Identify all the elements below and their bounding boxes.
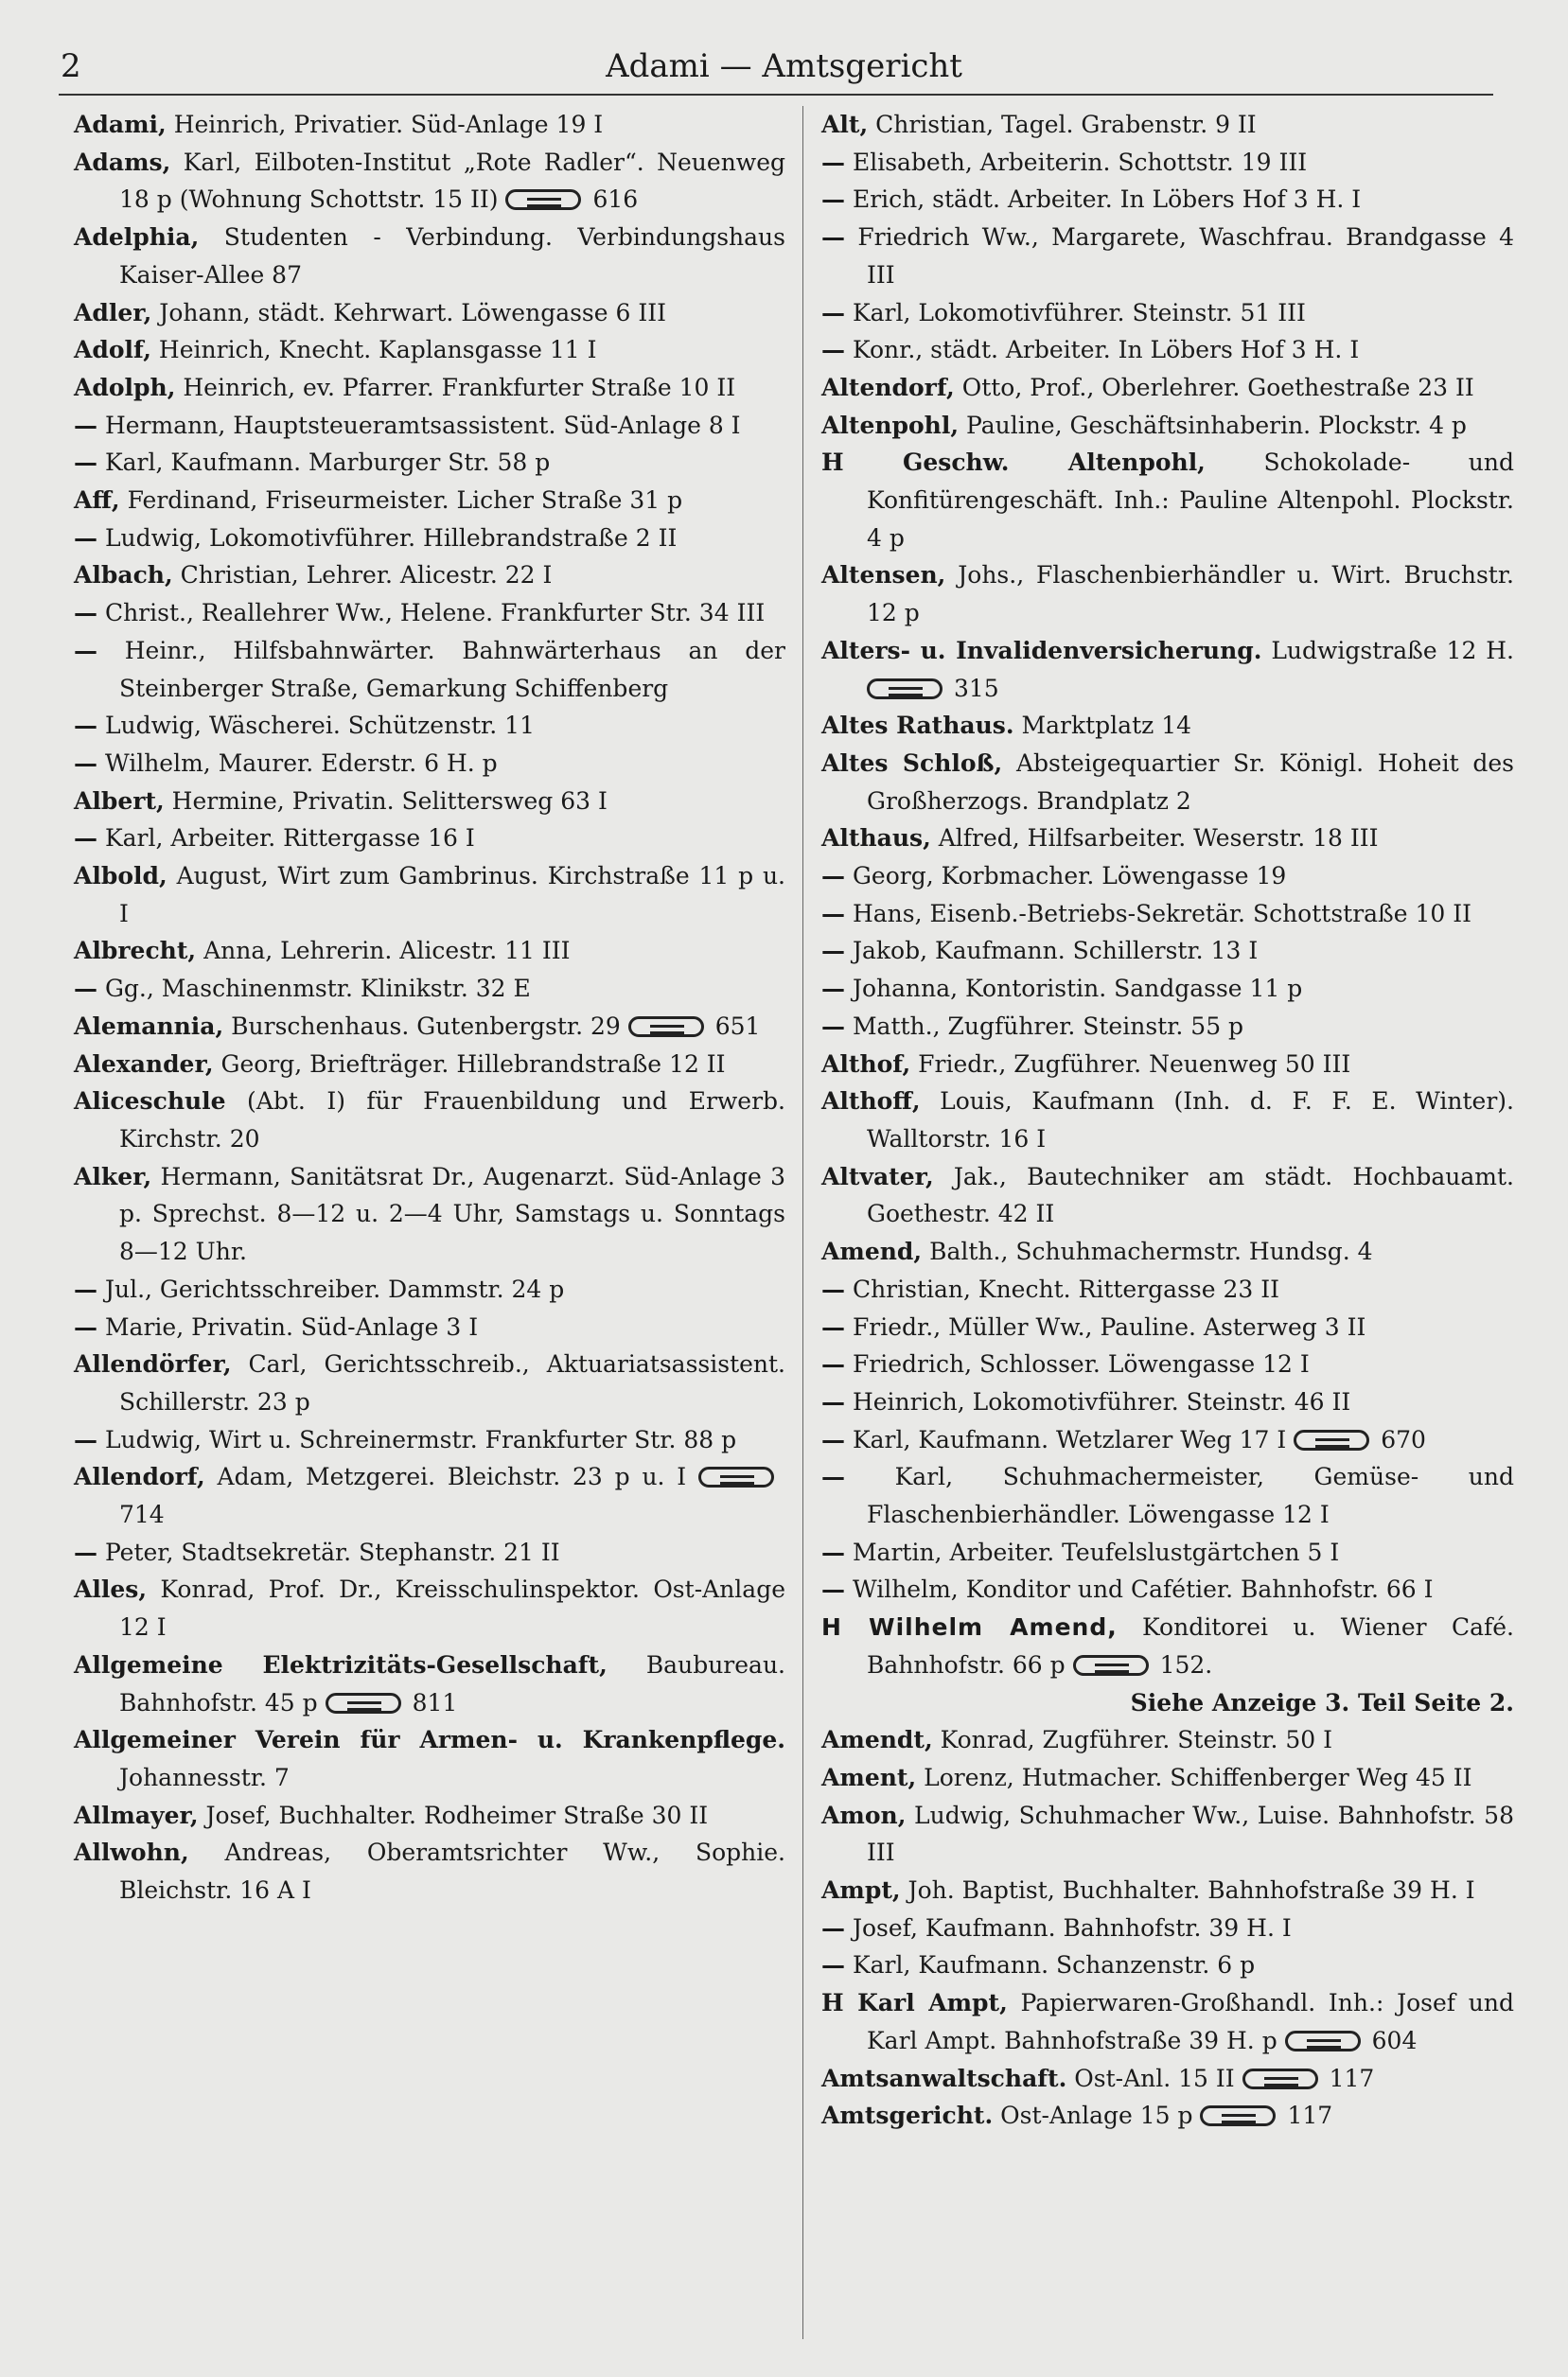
entry-text: Friedr., Müller Ww., Pauline. Asterweg 3 II <box>852 1312 1366 1341</box>
entry-text: Karl, Kaufmann. Marburger Str. 58 p <box>104 449 551 477</box>
entry-name: Albrecht, <box>74 937 197 965</box>
entry-name: — <box>74 523 97 552</box>
entry-name: — <box>821 1275 845 1303</box>
entry-text: Karl, Schuhmachermeister, Gemüse- und Flaschenbierhändler. Löwengasse 12 I <box>867 1463 1515 1529</box>
entry-name: Althof, <box>821 1049 911 1078</box>
entry-name: — <box>74 712 97 740</box>
entry-name: Allendorf, <box>74 1463 205 1491</box>
entry-text: Heinrich, Privatier. Süd-Anlage 19 I <box>173 111 604 138</box>
directory-entry <box>74 1571 785 1646</box>
entry-name: — <box>821 1012 845 1040</box>
entry-text: Erich, städt. Arbeiter. In Löbers Hof 3 H. I <box>852 185 1362 214</box>
entry-text: Hermine, Privatin. Selittersweg 63 I <box>171 786 608 815</box>
directory-entry <box>74 1083 785 1157</box>
entry-name: Altes Rathaus. <box>821 712 1014 740</box>
directory-entry <box>821 556 1514 631</box>
directory-entry <box>821 1534 1514 1572</box>
directory-entry <box>74 556 785 594</box>
entry-text: Josef, Buchhalter. Rodheimer Straße 30 II <box>205 1801 709 1829</box>
entry-text: Jul., Gerichtsschreiber. Dammstr. 24 p <box>104 1275 565 1303</box>
phone-number: 117 <box>1329 2064 1375 2092</box>
directory-entry <box>821 369 1514 407</box>
entry-text: Friedr., Zugführer. Neuenweg 50 III <box>918 1049 1351 1078</box>
directory-entry <box>74 1834 785 1909</box>
directory-entry <box>821 1421 1514 1459</box>
entry-name: — <box>74 449 97 477</box>
entry-text: Karl, Eilboten-Institut „Rote Radler“. Neuenweg 18 p (Wohnung Schottstr. 15 II) <box>119 148 785 214</box>
entry-text: Christian, Lehrer. Alicestr. 22 I <box>180 561 553 590</box>
entry-name: — <box>821 185 845 214</box>
telephone-icon <box>1285 2031 1361 2051</box>
entry-name: Adler, <box>74 298 152 326</box>
entry-text: Louis, Kaufmann (Inh. d. F. F. E. Winter). Walltorstr. 16 I <box>867 1087 1514 1153</box>
directory-entry <box>74 1534 785 1572</box>
entry-name: — <box>821 1913 845 1942</box>
entry-text: Konrad, Prof. Dr., Kreisschulinspektor. Ost-Anlage 12 I <box>119 1576 785 1642</box>
entry-text: Papierwaren-Großhandl. Inh.: Josef und Karl Ampt. Bahnhofstraße 39 H. p <box>867 1989 1514 2054</box>
directory-entry <box>74 857 785 932</box>
entry-text: Georg, Korbmacher. Löwengasse 19 <box>852 862 1287 890</box>
entry-name: — <box>821 1312 845 1341</box>
entry-name: Aliceschule <box>74 1087 226 1116</box>
entry-text: Konr., städt. Arbeiter. In Löbers Hof 3 H. I <box>852 336 1360 364</box>
directory-entry <box>821 1797 1514 1872</box>
entry-name: Alters- u. Invalidenversicherung. <box>821 636 1262 664</box>
entry-name: Allwohn, <box>74 1839 189 1867</box>
entry-name: — <box>821 1387 845 1416</box>
directory-entry <box>821 407 1514 445</box>
entry-name: Altes Schloß, <box>821 748 1003 777</box>
directory-entry <box>74 1797 785 1835</box>
entry-text: Ludwig, Wäscherei. Schützenstr. 11 <box>104 712 535 740</box>
entry-name: Alemannia, <box>74 1012 224 1040</box>
entry-name: — <box>821 1951 845 1980</box>
directory-entry <box>74 594 785 632</box>
directory-entry <box>821 1271 1514 1309</box>
directory-entry <box>821 1759 1514 1797</box>
entry-name: H Wilhelm Amend, <box>821 1613 1118 1642</box>
directory-entry <box>74 407 785 445</box>
entry-name: Alles, <box>74 1576 148 1604</box>
directory-entry <box>74 932 785 970</box>
entry-text: Johannesstr. 7 <box>119 1763 290 1791</box>
telephone-icon <box>1073 1655 1149 1676</box>
entry-name: Altensen, <box>821 561 946 590</box>
entry-text: Ludwig, Wirt u. Schreinermstr. Frankfurter Str. 88 p <box>104 1425 737 1453</box>
entry-name: Albach, <box>74 561 173 590</box>
entry-text: Karl, Kaufmann. Wetzlarer Weg 17 I <box>852 1425 1287 1453</box>
entry-text: Joh. Baptist, Buchhalter. Bahnhofstraße 39 H. I <box>907 1876 1475 1905</box>
entry-text: Studenten - Verbindung. Verbindungshaus Kaiser-Allee 87 <box>119 223 785 289</box>
entry-text: Adam, Metzgerei. Bleichstr. 23 p u. I <box>217 1463 687 1491</box>
directory-entry <box>821 444 1514 556</box>
phone-number: 117 <box>1287 2102 1333 2130</box>
entry-name: Altenpohl, <box>821 411 960 439</box>
directory-entry <box>74 745 785 783</box>
entry-name: Amendt, <box>821 1726 933 1754</box>
column-divider <box>802 106 803 2339</box>
entry-text: Absteigequartier Sr. Königl. Hoheit des Großherzogs. Brandplatz 2 <box>867 748 1515 815</box>
telephone-icon <box>1294 1430 1369 1451</box>
entry-text: Ludwigstraße 12 H. <box>1271 636 1514 664</box>
entry-name: H Geschw. Altenpohl, <box>821 449 1206 477</box>
entry-name: Allmayer, <box>74 1801 199 1829</box>
entry-text: Martin, Arbeiter. Teufelslustgärtchen 5 I <box>852 1538 1340 1566</box>
directory-entry <box>821 219 1514 293</box>
entry-name: — <box>821 937 845 965</box>
directory-entry <box>821 1571 1514 1609</box>
entry-text: Heinrich, Lokomotivführer. Steinstr. 46 II <box>852 1387 1351 1416</box>
telephone-icon <box>1200 2105 1276 2126</box>
directory-entry <box>74 1008 785 1046</box>
directory-entry <box>821 707 1514 745</box>
directory-entry <box>74 1458 785 1533</box>
entry-name: Adolf, <box>74 336 151 364</box>
directory-entry <box>74 482 785 519</box>
entry-name: — <box>821 899 845 927</box>
directory-entry <box>74 707 785 745</box>
entry-text: Karl, Arbeiter. Rittergasse 16 I <box>104 824 475 853</box>
entry-name: — <box>74 411 97 439</box>
entry-text: Ost-Anl. 15 II <box>1074 2064 1235 2092</box>
entry-name: Alexander, <box>74 1049 214 1078</box>
phone-number: 811 <box>412 1688 458 1717</box>
directory-entry <box>821 181 1514 219</box>
entry-text: Pauline, Geschäftsinhaberin. Plockstr. 4 p <box>966 411 1467 439</box>
directory-entry <box>74 1646 785 1721</box>
entry-name: Amtsanwaltschaft. <box>821 2064 1067 2092</box>
entry-text: Johanna, Kontoristin. Sandgasse 11 p <box>852 975 1303 1003</box>
telephone-icon <box>867 678 943 699</box>
left-column <box>74 106 785 1910</box>
directory-entry <box>821 331 1514 369</box>
entry-text: Jak., Bautechniker am städt. Hochbauamt. Goethestr. 42 II <box>867 1162 1514 1228</box>
entry-text: Schokolade- und Konfitürengeschäft. Inh.: Pauline Altenpohl. Plockstr. 4 p <box>867 449 1514 552</box>
directory-entry <box>74 294 785 332</box>
directory-entry <box>74 519 785 557</box>
entry-name: Adami, <box>74 111 167 138</box>
entry-text: Karl, Lokomotivführer. Steinstr. 51 III <box>852 298 1306 326</box>
entry-name: Adams, <box>74 148 171 176</box>
directory-entry <box>821 895 1514 933</box>
entry-name: — <box>74 1312 97 1341</box>
entry-name: — <box>74 636 97 664</box>
entry-text: Karl, Kaufmann. Schanzenstr. 6 p <box>852 1951 1256 1980</box>
entry-name: H Karl Ampt, <box>821 1989 1008 2017</box>
directory-entry <box>821 632 1514 707</box>
entry-name: Althaus, <box>821 824 931 853</box>
entry-text: Marie, Privatin. Süd-Anlage 3 I <box>104 1312 479 1341</box>
entry-text: Matth., Zugführer. Steinstr. 55 p <box>852 1012 1244 1040</box>
directory-entry <box>821 932 1514 970</box>
phone-number: 604 <box>1371 2026 1418 2054</box>
entry-text: Wilhelm, Konditor und Cafétier. Bahnhofstr. 66 I <box>852 1576 1434 1604</box>
entry-text: Hans, Eisenb.-Betriebs-Sekretär. Schottstraße 10 II <box>852 899 1472 927</box>
entry-name: Altvater, <box>821 1162 934 1190</box>
entry-text: Balth., Schuhmachermstr. Hundsg. 4 <box>929 1238 1373 1266</box>
entry-text: Otto, Prof., Oberlehrer. Goethestraße 23 II <box>961 373 1474 401</box>
directory-entry <box>821 1309 1514 1347</box>
directory-entry <box>74 444 785 482</box>
entry-name: — <box>821 862 845 890</box>
entry-name: — <box>821 148 845 176</box>
directory-entry <box>821 1233 1514 1271</box>
directory-entry <box>821 1083 1514 1157</box>
entry-text: Burschenhaus. Gutenbergstr. 29 <box>231 1012 621 1040</box>
entry-name: Aff, <box>74 486 120 515</box>
entry-name: Adolph, <box>74 373 176 401</box>
entry-text: Peter, Stadtsekretär. Stephanstr. 21 II <box>104 1538 560 1566</box>
entry-text: Lorenz, Hutmacher. Schiffenberger Weg 45 II <box>924 1763 1472 1791</box>
directory-entry <box>821 1158 1514 1233</box>
telephone-icon <box>1242 2069 1318 2089</box>
directory-entry <box>821 1984 1514 2059</box>
directory-entry <box>821 1609 1514 1683</box>
directory-entry <box>821 106 1514 144</box>
header-rule <box>59 94 1493 96</box>
entry-text: Christian, Tagel. Grabenstr. 9 II <box>875 111 1257 138</box>
entry-name: Allgemeiner Verein für Armen- u. Krankenpflege. <box>74 1726 785 1754</box>
directory-entry <box>74 1158 785 1271</box>
entry-name: — <box>821 336 845 364</box>
entry-text: Carl, Gerichtsschreib., Aktuariatsassistent. Schillerstr. 23 p <box>119 1350 786 1416</box>
entry-text: August, Wirt zum Gambrinus. Kirchstraße 11 p u. I <box>119 862 785 927</box>
entry-name: Amtsgericht. <box>821 2102 994 2130</box>
directory-entry <box>821 2060 1514 2098</box>
entry-text: Ludwig, Lokomotivführer. Hillebrandstraße 2 II <box>104 523 678 552</box>
entry-text: Ludwig, Schuhmacher Ww., Luise. Bahnhofstr. 58 III <box>867 1801 1514 1867</box>
entry-text: (Abt. I) für Frauenbildung und Erwerb. Kirchstr. 20 <box>119 1087 785 1153</box>
phone-number: 651 <box>714 1012 761 1040</box>
entry-name: — <box>821 975 845 1003</box>
directory-entry <box>821 144 1514 182</box>
page-number: 2 <box>61 47 81 85</box>
directory-entry <box>74 369 785 407</box>
entry-text: Josef, Kaufmann. Bahnhofstr. 39 H. I <box>852 1913 1292 1942</box>
phone-number: 315 <box>954 674 999 702</box>
entry-text: Heinrich, Knecht. Kaplansgasse 11 I <box>158 336 597 364</box>
entry-text: Baubureau. Bahnhofstr. 45 p <box>119 1650 785 1717</box>
entry-text: Jakob, Kaufmann. Schillerstr. 13 I <box>852 937 1259 965</box>
entry-name: — <box>821 298 845 326</box>
entry-text: Heinrich, ev. Pfarrer. Frankfurter Straße 10 II <box>183 373 736 401</box>
directory-entry <box>821 970 1514 1008</box>
entry-text: Konditorei u. Wiener Café. Bahnhofstr. 66 p <box>867 1613 1514 1679</box>
entry-text: Konrad, Zugführer. Steinstr. 50 I <box>940 1726 1332 1754</box>
entry-name: Amon, <box>821 1801 907 1829</box>
entry-name: — <box>74 824 97 853</box>
directory-entry <box>74 1721 785 1796</box>
entry-name: — <box>821 1425 845 1453</box>
directory-entry <box>74 106 785 144</box>
entry-text: Andreas, Oberamtsrichter Ww., Sophie. Bleichstr. 16 A I <box>119 1839 786 1905</box>
entry-name: — <box>74 1538 97 1566</box>
running-title: Adami — Amtsgericht <box>606 47 962 85</box>
entry-text: Gg., Maschinenmstr. Klinikstr. 32 E <box>104 975 531 1003</box>
directory-entry <box>821 819 1514 857</box>
telephone-icon <box>326 1693 401 1714</box>
entry-name: Amend, <box>821 1238 923 1266</box>
directory-entry <box>74 819 785 857</box>
directory-entry <box>74 1346 785 1420</box>
entry-name: Althoff, <box>821 1087 921 1116</box>
phone-number: 670 <box>1381 1425 1426 1453</box>
entry-text: Friedrich, Schlosser. Löwengasse 12 I <box>852 1350 1310 1379</box>
directory-entry <box>74 632 785 707</box>
directory-entry <box>74 1309 785 1347</box>
directory-entry <box>821 1910 1514 1947</box>
entry-name: — <box>74 975 97 1003</box>
entry-name: Adelphia, <box>74 223 200 252</box>
directory-entry <box>821 2097 1514 2135</box>
entry-name: — <box>74 748 97 777</box>
telephone-icon <box>628 1016 704 1037</box>
entry-text: Christian, Knecht. Rittergasse 23 II <box>852 1275 1279 1303</box>
entry-name: Altendorf, <box>821 373 955 401</box>
entry-text: Anna, Lehrerin. Alicestr. 11 III <box>203 937 571 965</box>
directory-entry <box>821 1946 1514 1984</box>
directory-entry <box>74 970 785 1008</box>
telephone-icon <box>505 189 581 210</box>
directory-entry <box>821 1346 1514 1383</box>
directory-entry <box>74 331 785 369</box>
entry-text: Marktplatz 14 <box>1021 712 1192 740</box>
entry-name: — <box>74 1425 97 1453</box>
entry-text: Christ., Reallehrer Ww., Helene. Frankfurter Str. 34 III <box>104 599 766 627</box>
directory-entry <box>74 1046 785 1083</box>
phone-number: 714 <box>119 1501 165 1529</box>
entry-name: — <box>821 223 845 252</box>
entry-name: Ament, <box>821 1763 917 1791</box>
directory-entry <box>821 1046 1514 1083</box>
entry-text: Wilhelm, Maurer. Ederstr. 6 H. p <box>104 748 498 777</box>
entry-name: — <box>74 1275 97 1303</box>
entry-text: Johs., Flaschenbierhändler u. Wirt. Bruchstr. 12 p <box>867 561 1515 627</box>
note-text: Siehe Anzeige 3. Teil Seite 2. <box>1130 1688 1514 1717</box>
directory-entry <box>74 219 785 293</box>
entry-text: Hermann, Hauptsteueramtsassistent. Süd-Anlage 8 I <box>104 411 741 439</box>
directory-entry <box>74 1421 785 1459</box>
phone-number: 152. <box>1159 1650 1213 1679</box>
entry-name: Allgemeine Elektrizitäts-Gesellschaft, <box>74 1650 608 1679</box>
entry-text: Ost-Anlage 15 p <box>1000 2102 1193 2130</box>
entry-name: — <box>821 1538 845 1566</box>
entry-name: — <box>821 1350 845 1379</box>
directory-entry <box>74 783 785 820</box>
advert-note <box>821 1684 1514 1722</box>
directory-entry <box>821 1458 1514 1533</box>
entry-text: Heinr., Hilfsbahnwärter. Bahnwärterhaus an der Steinberger Straße, Gemarkung Schiffenberg <box>119 636 785 702</box>
entry-name: — <box>74 599 97 627</box>
entry-text: Friedrich Ww., Margarete, Waschfrau. Brandgasse 4 III <box>857 223 1514 289</box>
entry-name: Albold, <box>74 862 167 890</box>
directory-entry <box>821 1872 1514 1910</box>
directory-entry <box>821 1383 1514 1421</box>
entry-name: — <box>821 1576 845 1604</box>
entry-text: Alfred, Hilfsarbeiter. Weserstr. 18 III <box>938 824 1379 853</box>
directory-entry <box>821 294 1514 332</box>
directory-entry <box>74 1271 785 1309</box>
directory-entry <box>74 144 785 219</box>
directory-entry <box>821 857 1514 895</box>
directory-entry <box>821 1721 1514 1759</box>
phone-number: 616 <box>592 185 639 214</box>
entry-name: — <box>821 1463 845 1491</box>
telephone-icon <box>698 1467 774 1488</box>
directory-entry <box>821 745 1514 819</box>
right-column <box>821 106 1514 2135</box>
entry-name: Alt, <box>821 111 869 138</box>
entry-text: Elisabeth, Arbeiterin. Schottstr. 19 III <box>852 148 1308 176</box>
entry-name: Albert, <box>74 786 165 815</box>
entry-text: Johann, städt. Kehrwart. Löwengasse 6 III <box>159 298 666 326</box>
entry-text: Hermann, Sanitätsrat Dr., Augenarzt. Süd-Anlage 3 p. Sprechst. 8—12 u. 2—4 Uhr, Samstags u. Sonntags 8—12 Uhr. <box>119 1162 785 1266</box>
entry-name: Allendörfer, <box>74 1350 232 1379</box>
entry-text: Georg, Briefträger. Hillebrandstraße 12 II <box>220 1049 726 1078</box>
entry-name: Alker, <box>74 1162 152 1190</box>
directory-entry <box>821 1008 1514 1046</box>
entry-text: Ferdinand, Friseurmeister. Licher Straße 31 p <box>127 486 683 515</box>
entry-name: Ampt, <box>821 1876 901 1905</box>
